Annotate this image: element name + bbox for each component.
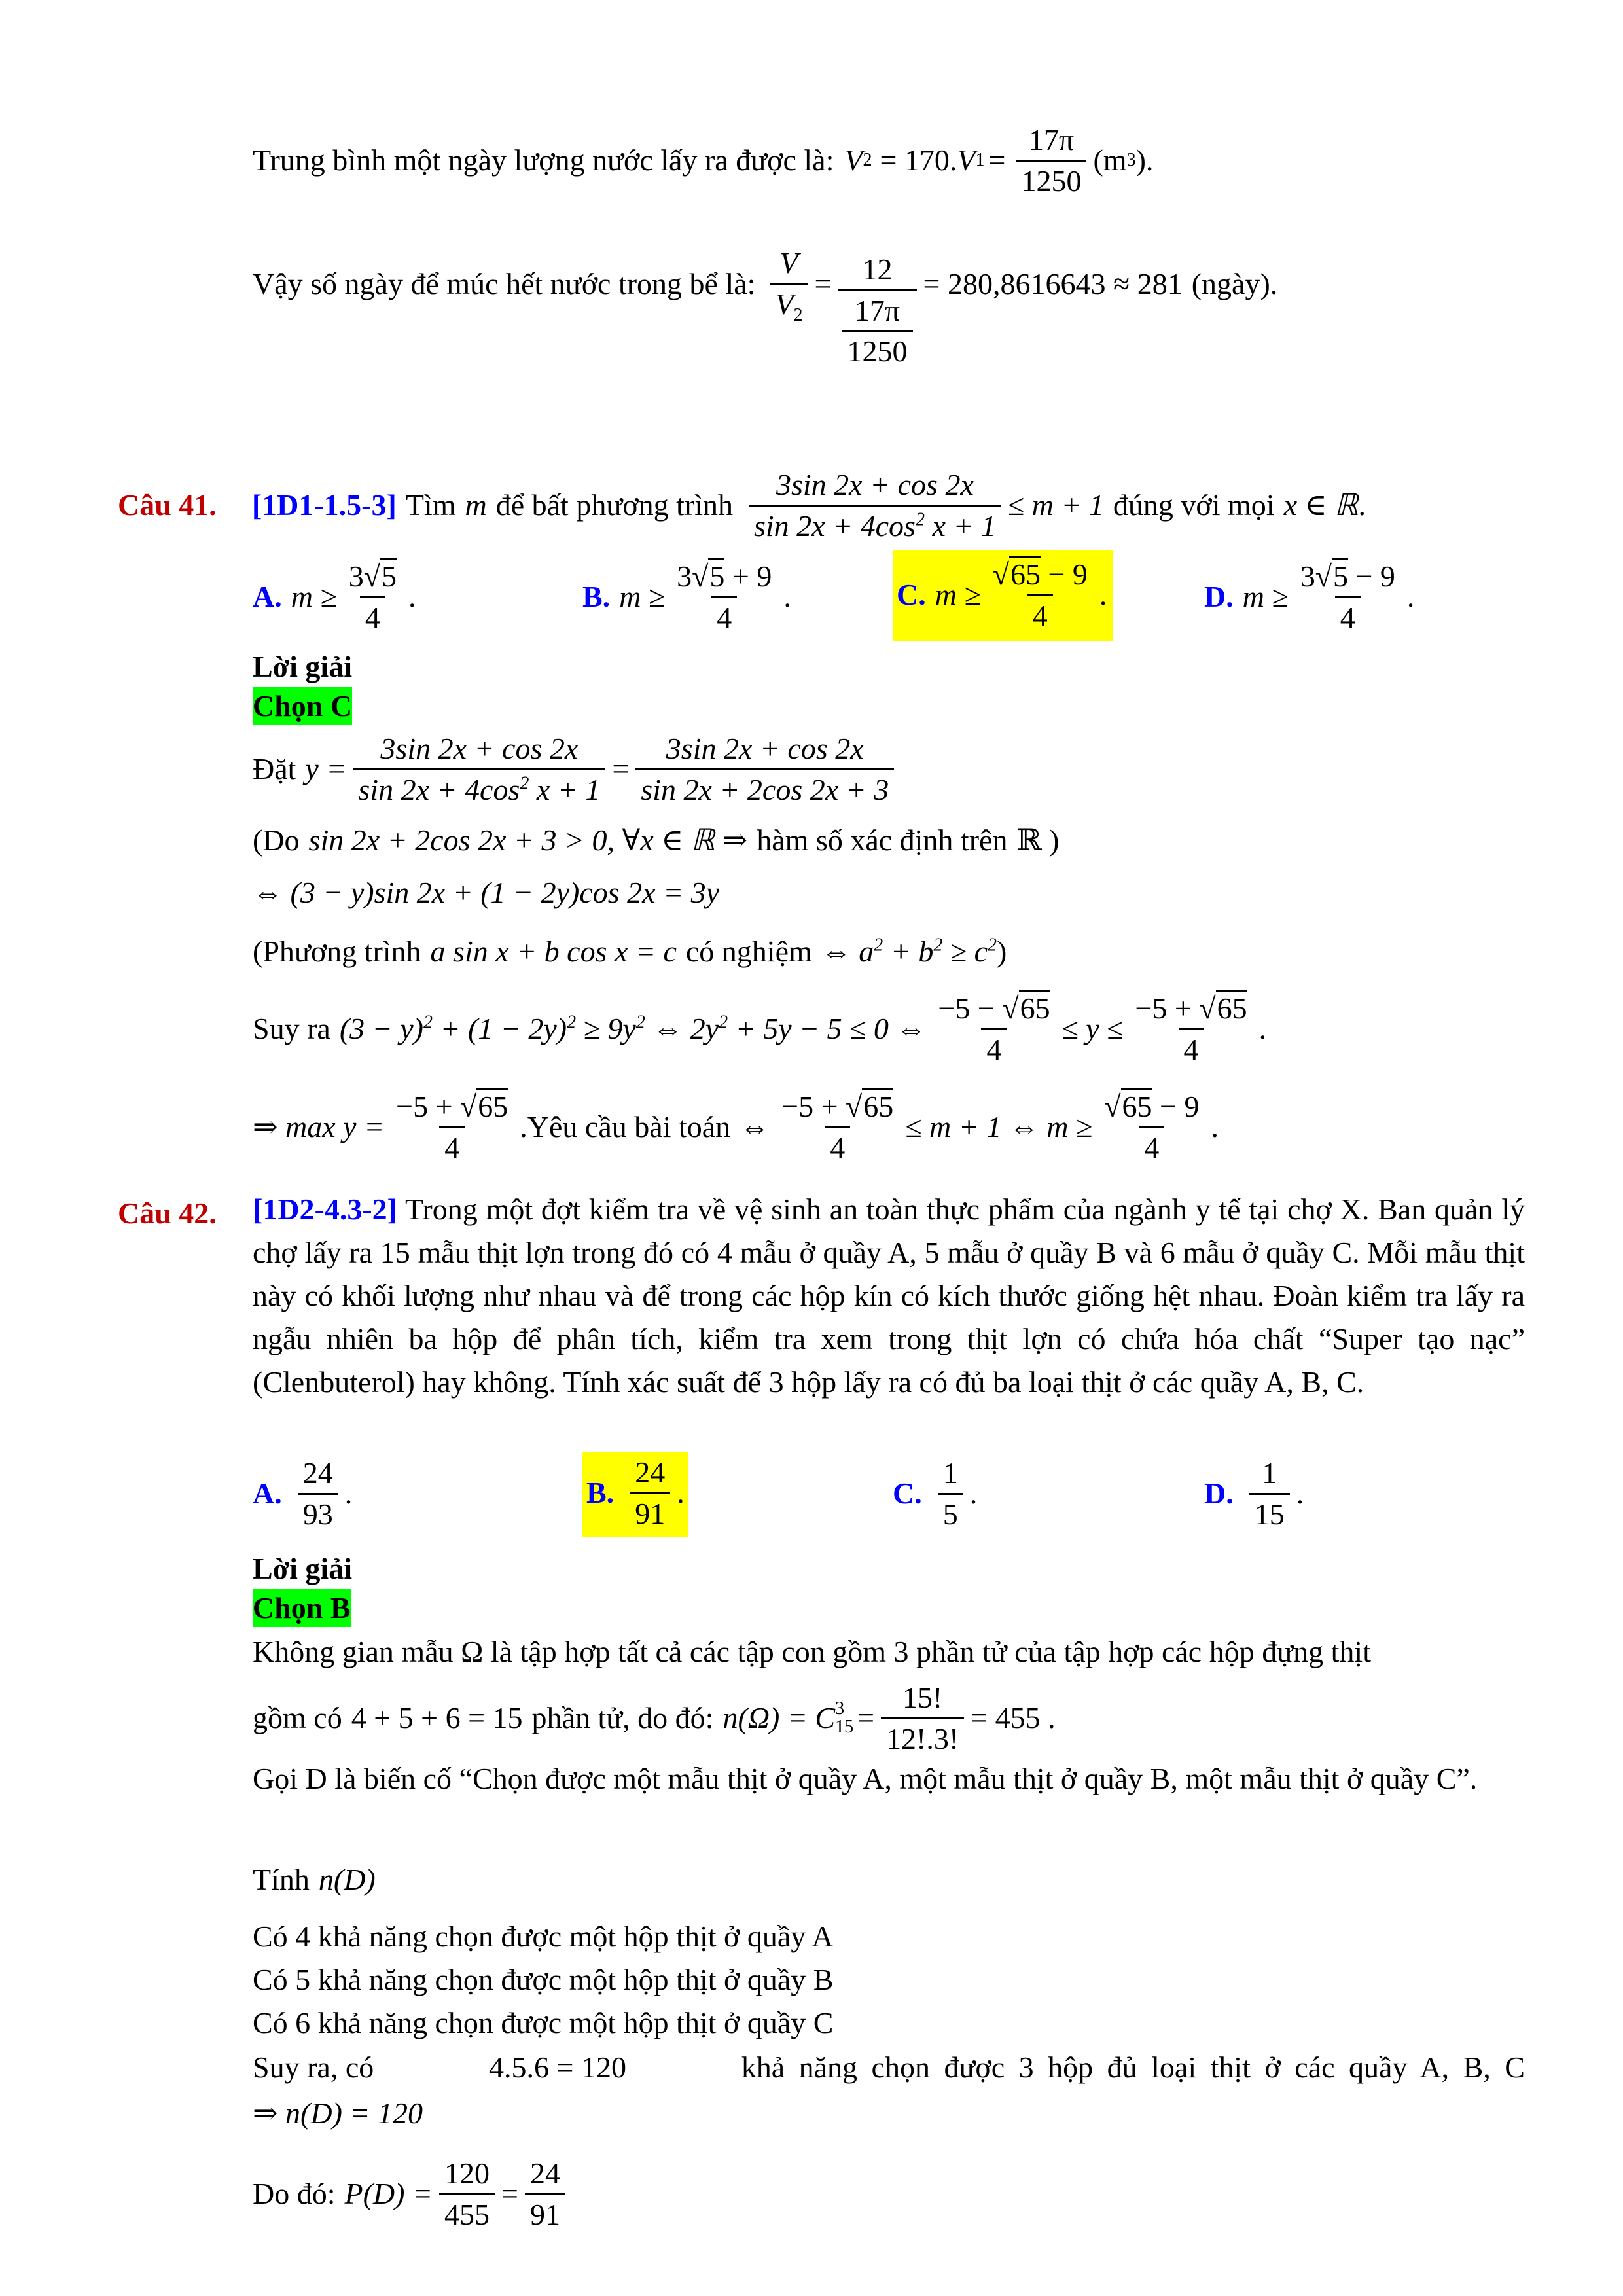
q42-s2-eq: =: [857, 1701, 875, 1735]
volume-fraction: [1016, 123, 1086, 198]
q41-step1-word: Đặt: [253, 752, 296, 786]
days-inner-den: 1250: [842, 330, 913, 368]
q41-option-d-num-b: − 9: [1347, 560, 1395, 593]
q41-step5-a: (3 − y): [339, 1012, 423, 1046]
q41-option-b-label: B.: [582, 580, 611, 614]
q41-option-b-fraction: $\frac{3√5 + 9}{4}$: [671, 560, 777, 634]
q42-option-d[interactable]: D. $\frac{1}{15}$ .: [1204, 1456, 1304, 1531]
q42-option-b-fraction: [630, 1456, 670, 1530]
q42-s3: Gọi D là biến cố “Chọn được một mẫu thịt ở quầy A, một mẫu thịt ở quầy B, một mẫu thịt ở quầy C”.: [253, 1762, 1478, 1795]
q41-step5-word: Suy ra: [253, 1012, 330, 1046]
q41-option-d-den: 4: [1335, 596, 1361, 635]
q41-step6-final-rad: 65: [1121, 1088, 1152, 1123]
q41-option-a-rad: 5: [380, 558, 397, 593]
q41-step5-l-rad: 65: [1019, 990, 1050, 1025]
q41-step6-max-rad: 65: [476, 1088, 508, 1123]
q42-s8-math: 4.5.6 = 120: [489, 2051, 626, 2084]
q42-s10-num1: 120: [444, 2157, 490, 2190]
q41-option-d-num-a: 3: [1300, 560, 1315, 593]
q42-s2-den: 12!.3!: [881, 1717, 964, 1756]
q41-step5-mid: ≤ y ≤: [1061, 1012, 1124, 1046]
q42-s10-frac1: [439, 2157, 495, 2231]
q41-chosen: Chọn C: [253, 687, 352, 725]
volume-unit: (m: [1093, 143, 1127, 177]
q41-step5-sup4: 2: [719, 1012, 728, 1033]
q41-option-c-fraction: $\frac{√65 - 9}{4}$: [988, 558, 1093, 632]
q41-after: ≤ m + 1: [1007, 488, 1104, 522]
q41-step5: [253, 992, 1266, 1066]
q42-s10: [253, 2157, 572, 2231]
q41-step6-req-rad: 65: [862, 1088, 893, 1123]
q41-tail-math: x ∈ ℝ: [1283, 488, 1359, 522]
days-inner-num: 17π: [854, 293, 901, 327]
q42-s4: [253, 1861, 376, 1899]
q41-step1: Đặt y = $\frac{3\sin 2x + \cos 2x}{\sin 2x + 4\cos^2 x + 1}$ = $\frac{3\sin 2x + \cos 2x}{\sin 2x + 2\cos 2x + 3}$: [253, 732, 901, 806]
q41-step1-den2: sin 2x + 2cos 2x + 3: [635, 768, 894, 807]
q41-step5-sup3: 2: [635, 1012, 645, 1033]
q41-step4-c3: ≥ c: [942, 935, 988, 968]
q41-step5-c: ≥ 9y: [576, 1012, 636, 1046]
q41-step6-max-den: 4: [439, 1126, 465, 1165]
q41-statement: Câu 41. [1D1-1.5-3] Tìm m để bất phương trình $\frac{3\sin 2x + \cos 2x}{\sin 2x + 4\cos^2 x + 1}$ ≤ m + 1 đúng với mọi x ∈ ℝ .: [118, 468, 1366, 543]
q41-step6-req-den: 4: [825, 1126, 850, 1165]
q42-s2-num: 15!: [902, 1681, 943, 1714]
q41-step4-c1: ⇔ a: [821, 935, 874, 968]
q41-step1-den1-b: x + 1: [536, 772, 601, 806]
q41-step1-num2: 3sin 2x + cos 2x: [666, 732, 864, 765]
q41-option-a-num-a: 3: [348, 560, 364, 593]
q41-frac-den-a: sin 2x + 4cos: [753, 509, 916, 543]
q41-step1-frac1: [353, 732, 605, 806]
q42-option-a-fraction: [298, 1456, 338, 1531]
q41-step2-c: ℝ ): [1016, 823, 1060, 857]
q41-step5-right-frac: $\frac{-5 + √65}{4}$: [1130, 992, 1252, 1066]
q41-mid: để bất phương trình: [495, 488, 733, 522]
q42-option-d-fraction: [1249, 1456, 1290, 1531]
q42-option-d-label: D.: [1204, 1477, 1234, 1511]
q41-option-c-prefix: m ≥: [935, 578, 981, 612]
q42-s4-b: n(D): [318, 1863, 376, 1896]
q42-option-d-num: 1: [1262, 1456, 1277, 1490]
q41-option-c[interactable]: C. m ≥ $\frac{√65 - 9}{4}$ .: [893, 550, 1113, 641]
v-den-sub: 2: [793, 304, 803, 325]
q41-option-d-rad: 5: [1332, 558, 1348, 593]
q41-option-a[interactable]: A. m ≥ $\frac{3√5}{4}$ .: [253, 560, 416, 634]
q41-step4-close: ): [997, 935, 1007, 968]
q41-option-b-num-a: 3: [677, 560, 692, 593]
q42-option-b-den: 91: [630, 1492, 670, 1531]
q42-option-b-num: 24: [635, 1456, 666, 1489]
q41-step2: [253, 821, 1060, 859]
q42-chosen: Chọn B: [253, 1589, 351, 1627]
q41-step1-den1-sup: 2: [520, 773, 529, 794]
q41-option-a-fraction: $\frac{3√5}{4}$: [344, 560, 402, 634]
volume-unit-close: ).: [1135, 143, 1154, 177]
v-over-v2: [770, 246, 808, 325]
days-line: Vậy số ngày để múc hết nước trong bể là: $\frac{V}{V_2}$ = $\frac{12}{\frac{17\pi}{1250}}$ = 280,8616643 ≈ 281 (ngày).: [253, 246, 1278, 368]
days-unit: (ngày).: [1191, 266, 1278, 300]
q42-s2: [253, 1681, 1056, 1755]
q42-s8-a: Suy ra, có: [253, 2051, 374, 2084]
q41-tail: đúng với mọi: [1113, 488, 1275, 522]
q41-step4-sup3: 2: [988, 935, 997, 956]
q42-number: Câu 42.: [118, 1196, 217, 1230]
q41-step2-a: (Do: [253, 823, 300, 857]
q41-tag: [1D1-1.5-3]: [251, 488, 397, 522]
q41-option-d-fraction: $\frac{3√5 - 9}{4}$: [1295, 560, 1400, 634]
volume-frac-num: 17π: [1028, 123, 1075, 156]
q41-solution-title: Lời giải: [253, 650, 352, 683]
q42-s10-den1: 455: [439, 2193, 495, 2232]
q41-step5-l-den: 4: [981, 1028, 1007, 1067]
q41-option-a-label: A.: [253, 580, 282, 614]
q42-s8-b: khả năng chọn được 3 hộp đủ loại thịt ở các quầy A, B, C: [741, 2051, 1525, 2084]
q41-step5-sup1: 2: [423, 1012, 433, 1033]
q42-s4-a: Tính: [253, 1863, 310, 1896]
days-big-num: 12: [862, 253, 893, 286]
q42-option-a-label: A.: [253, 1477, 282, 1511]
v1-symbol: V: [957, 143, 976, 177]
q42-s10-frac2: [525, 2157, 565, 2231]
q41-step4-sup1: 2: [874, 935, 883, 956]
q41-step5-e: + 5y − 5 ≤ 0 ⇔: [728, 1012, 927, 1046]
q42-s2-res: = 455 .: [971, 1701, 1056, 1735]
volume-text: Trung bình một ngày lượng nước lấy ra được là:: [253, 143, 834, 177]
q42-s10-eq: =: [501, 2177, 518, 2211]
q41-step4-b: có nghiệm: [685, 935, 812, 968]
q41-option-b-num-b: + 9: [724, 560, 772, 593]
q41-option-d-prefix: m ≥: [1242, 580, 1289, 614]
q41-step2-math: sin 2x + 2cos 2x + 3 > 0, ∀x ∈ ℝ ⇒: [308, 823, 748, 857]
q42-s1: Không gian mẫu Ω là tập hợp tất cả các tập con gồm 3 phần tử của tập hợp các hộp đựng thịt: [253, 1635, 1371, 1668]
q41-option-b-prefix: m ≥: [619, 580, 666, 614]
q42-s2-b: phần tử, do đó:: [531, 1701, 714, 1735]
q41-step4-a: (Phương trình: [253, 935, 421, 968]
q41-lead: Tìm: [405, 488, 456, 522]
q41-step6-end: .: [1211, 1110, 1219, 1144]
q41-step5-r-rad: 65: [1216, 990, 1247, 1025]
q41-step5-l-num: −5 −: [938, 992, 995, 1025]
v2-symbol: V: [844, 143, 863, 177]
q41-step6-b: .Yêu cầu bài toán: [520, 1110, 731, 1144]
q42-s6: Có 5 khả năng chọn được một hộp thịt ở quầy B: [253, 1963, 834, 1996]
q41-step6-max-num: −5 +: [396, 1090, 453, 1123]
q41-step5-r-den: 4: [1179, 1028, 1204, 1067]
q41-step6-final-den: 4: [1139, 1126, 1164, 1165]
q42-statement: [253, 1188, 1525, 1404]
q41-step1-den1-a: sin 2x + 4cos: [358, 772, 520, 806]
q42-s10-a: Do đó:: [253, 2177, 336, 2211]
q41-step6-req-frac: $\frac{-5 + √65}{4}$: [776, 1090, 899, 1164]
q41-step5-left-frac: $\frac{-5 - √65}{4}$: [933, 992, 1055, 1066]
volume-frac-den: 1250: [1016, 160, 1086, 198]
v2-eq: = 170.: [880, 143, 957, 177]
q41-step1-y: y =: [305, 752, 347, 786]
days-inner-fraction: [842, 294, 913, 368]
q41-option-b-rad: 5: [708, 558, 724, 593]
q41-option-b-den: 4: [711, 596, 737, 635]
days-text: Vậy số ngày để múc hết nước trong bể là:: [253, 266, 756, 300]
q42-s8: [253, 2049, 1525, 2087]
q42-s2-fraction: [881, 1681, 964, 1755]
q42-option-c[interactable]: C. $\frac{1}{5}$ .: [893, 1456, 978, 1531]
q41-step5-end: .: [1258, 1012, 1267, 1046]
q41-step6-d: ≤ m + 1 ⇔ m ≥: [905, 1110, 1093, 1144]
q41-step6-c: ⇔: [740, 1110, 770, 1144]
q42-s10-b: P(D) =: [344, 2177, 433, 2211]
q42-s2-c-sup: 3: [835, 1698, 845, 1719]
days-result: = 280,8616643 ≈ 281: [923, 266, 1183, 300]
q42-option-c-label: C.: [893, 1477, 922, 1511]
q42-option-a-num: 24: [302, 1456, 333, 1490]
q42-s9: ⇒ n(D) = 120: [253, 2096, 423, 2130]
q41-step4-c2: + b: [883, 935, 934, 968]
q42-s2-c: n(Ω) = C: [722, 1701, 836, 1735]
q41-step5-r-num: −5 +: [1135, 992, 1192, 1025]
q42-option-c-den: 5: [938, 1493, 963, 1532]
q41-option-d[interactable]: D. m ≥ $\frac{3√5 - 9}{4}$ .: [1204, 560, 1414, 634]
q42-s10-den2: 91: [525, 2193, 565, 2232]
q41-var-m: m: [465, 488, 487, 522]
q41-step5-sup2: 2: [567, 1012, 577, 1033]
v-den: V: [775, 287, 794, 321]
q42-option-c-num: 1: [942, 1456, 958, 1490]
q41-step4-math: a sin x + b cos x = c: [430, 935, 677, 968]
v-num: V: [779, 246, 798, 280]
q41-option-b[interactable]: B. m ≥ $\frac{3√5 + 9}{4}$ .: [582, 560, 791, 634]
q41-number: Câu 41.: [118, 488, 217, 522]
q41-frac-den-sup: 2: [915, 509, 925, 530]
q41-fraction: [749, 468, 1001, 543]
q41-step6-req-num: −5 +: [781, 1090, 838, 1123]
q42-solution-title: Lời giải: [253, 1552, 352, 1585]
q41-step3: ⇔ (3 − y)sin 2x + (1 − 2y)cos 2x = 3y: [253, 876, 720, 909]
q42-s10-num2: 24: [529, 2157, 560, 2190]
q41-option-c-rad: 65: [1009, 556, 1041, 591]
q42-option-c-fraction: [938, 1456, 963, 1531]
q42-option-d-den: 15: [1249, 1493, 1290, 1532]
q42-option-a[interactable]: A. $\frac{24}{93}$ .: [253, 1456, 353, 1531]
q41-step1-num1: 3sin 2x + cos 2x: [380, 732, 579, 765]
q41-step1-frac2: [635, 732, 894, 806]
volume-per-day-line: Trung bình một ngày lượng nước lấy ra được là: V 2 = 170. V 1 = $\frac{17\pi}{1250}$ (m 3 ).: [253, 123, 1154, 198]
q41-frac-num: 3sin 2x + cos 2x: [776, 468, 974, 501]
q42-s2-math: 4 + 5 + 6 = 15: [351, 1701, 523, 1735]
q41-step6-final-b: − 9: [1152, 1090, 1200, 1123]
q41-step2-b: hàm số xác định trên: [757, 823, 1008, 857]
q41-step6: [253, 1090, 1219, 1164]
q41-step6-a: ⇒ max y =: [253, 1110, 385, 1144]
q41-option-c-den: 4: [1027, 594, 1053, 633]
q42-option-b[interactable]: B. $\frac{24}{91}$ .: [582, 1452, 688, 1537]
q42-s7: Có 6 khả năng chọn được một hộp thịt ở quầy C: [253, 2006, 834, 2039]
q41-option-c-num-b: − 9: [1040, 558, 1088, 591]
q41-option-a-prefix: m ≥: [291, 580, 337, 614]
q42-text: Trong một đợt kiểm tra về vệ sinh an toàn thực phẩm của ngành y tế tại chợ X. Ban quản lý chợ lấy ra 15 mẫu thịt lợn trong đó có 4 mẫu ở quầy A, 5 mẫu ở quầy B và 6 mẫu ở quầy C. Mỗi mẫu thịt này có khối lượng như nhau và để trong các hộp kín có kích thước giống hệt nhau. Đoàn kiểm tra lấy ra ngẫu nhiên ba hộp để phân tích, kiểm tra xem trong thịt lợn có chứa hóa chất “Super tạo nạc” (Clenbuterol) hay không. Tính xác suất để 3 hộp lấy ra có đủ ba loại thịt ở các quầy A, B, C.: [253, 1193, 1525, 1399]
q41-step4-sup2: 2: [933, 935, 943, 956]
q42-option-b-label: B.: [586, 1476, 615, 1510]
q41-step6-final-frac: $\frac{√65 - 9}{4}$: [1099, 1090, 1204, 1164]
q41-step5-b: + (1 − 2y): [432, 1012, 567, 1046]
q42-option-a-den: 93: [298, 1493, 338, 1532]
q41-step6-max-frac: $\frac{-5 + √65}{4}$: [391, 1090, 513, 1164]
q42-s2-c-sub: 15: [835, 1717, 854, 1738]
q41-frac-den-b: x + 1: [932, 509, 996, 543]
q41-option-a-den: 4: [360, 596, 385, 635]
q41-step4: [253, 933, 1007, 971]
q41-option-d-label: D.: [1204, 580, 1234, 614]
days-big-fraction: [838, 253, 917, 368]
q42-s2-a: gồm có: [253, 1701, 342, 1735]
q41-option-c-label: C.: [897, 578, 926, 612]
q42-tag: [1D2-4.3-2]: [253, 1193, 397, 1226]
q41-step5-d: ⇔ 2y: [645, 1012, 719, 1046]
q42-s5: Có 4 khả năng chọn được một hộp thịt ở quầy A: [253, 1920, 834, 1953]
